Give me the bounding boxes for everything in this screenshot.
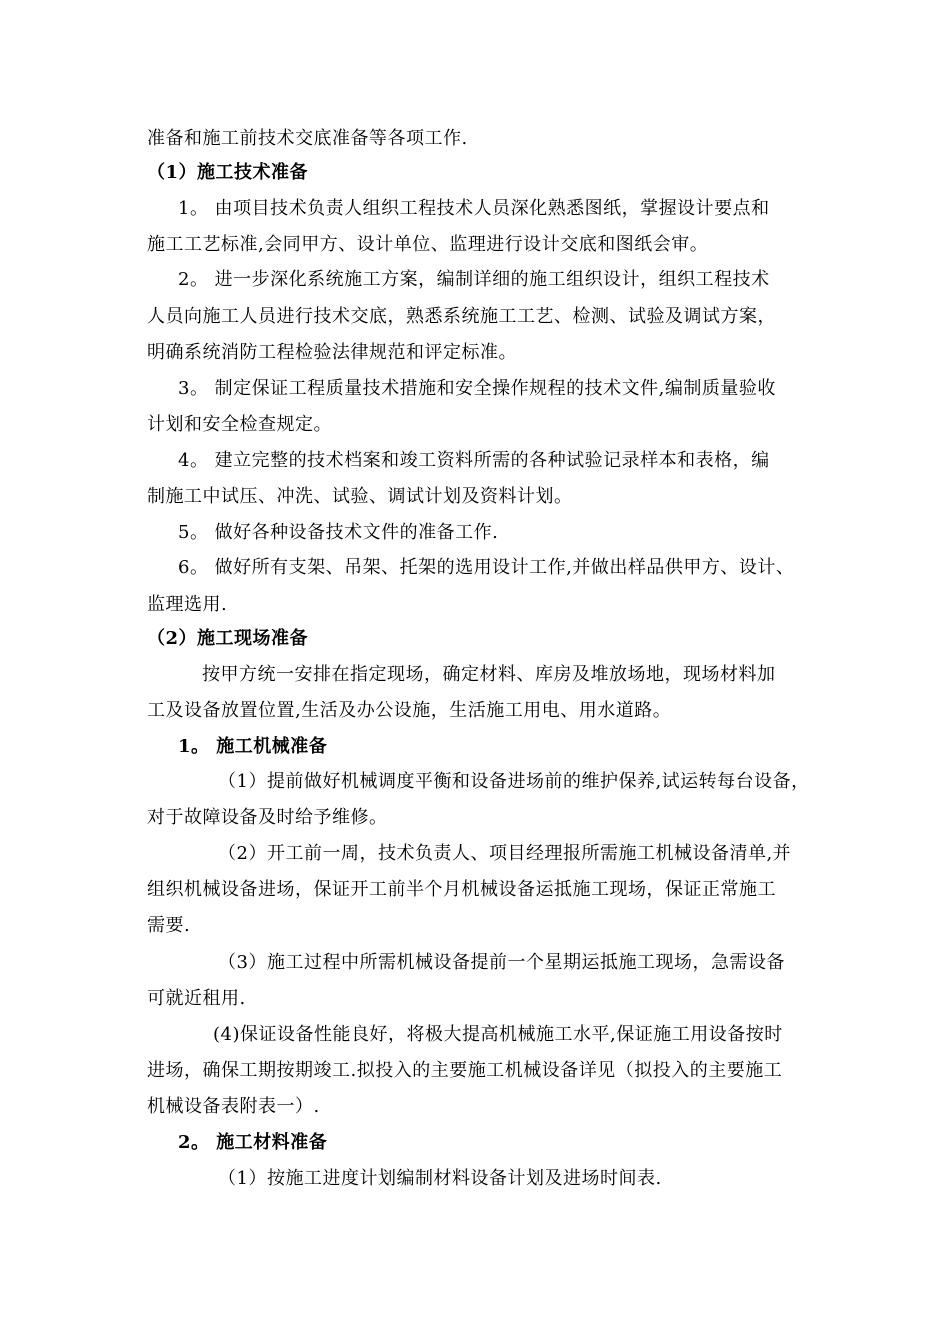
paragraph-line: 监理选用.	[147, 594, 228, 615]
paragraph-line: 6。 做好所有支架、吊架、托架的选用设计工作,并做出样品供甲方、设计、	[178, 557, 795, 578]
section-heading: （2）施工现场准备	[147, 628, 309, 649]
paragraph-line: 机械设备表附表一）.	[147, 1096, 320, 1117]
paragraph-line: 制施工中试压、冲洗、试验、调试计划及资料计划。	[147, 486, 573, 507]
paragraph-line: （2）开工前一周，技术负责人、项目经理报所需施工机械设备清单,并	[218, 843, 792, 864]
paragraph-line: 组织机械设备进场，保证开工前半个月机械设备运抵施工现场，保证正常施工	[147, 879, 776, 900]
subsection-heading: 1。 施工机械准备	[178, 736, 328, 757]
paragraph-line: 3。 制定保证工程质量技术措施和安全操作规程的技术文件,编制质量验收	[178, 378, 776, 399]
subsection-heading: 2。 施工材料准备	[178, 1132, 328, 1153]
paragraph-line: 1。 由项目技术负责人组织工程技术人员深化熟悉图纸，掌握设计要点和	[178, 198, 770, 219]
paragraph-line: 进场，确保工期按期竣工.拟投入的主要施工机械设备详见（拟投入的主要施工	[147, 1060, 783, 1081]
paragraph-line: 4。 建立完整的技术档案和竣工资料所需的各种试验记录样本和表格，编	[178, 450, 770, 471]
paragraph-line: (4)保证设备性能良好，将极大提高机械施工水平,保证施工用设备按时	[213, 1024, 783, 1045]
paragraph-line: 2。 进一步深化系统施工方案，编制详细的施工组织设计，组织工程技术	[178, 269, 770, 290]
paragraph-line: （1）提前做好机械调度平衡和设备进场前的维护保养,试运转每台设备，	[218, 771, 810, 792]
paragraph-line: （1）按施工进度计划编制材料设备计划及进场时间表.	[218, 1168, 662, 1189]
paragraph-line: 按甲方统一安排在指定现场，确定材料、库房及堆放场地，现场材料加	[202, 664, 776, 685]
paragraph-line: 准备和施工前技术交底准备等各项工作.	[147, 128, 468, 149]
paragraph-line: 工及设备放置位置,生活及办公设施，生活施工用电、用水道路。	[147, 700, 672, 721]
paragraph-line: 对于故障设备及时给予维修。	[147, 807, 388, 828]
paragraph-line: 明确系统消防工程检验法律规范和评定标准。	[147, 342, 517, 363]
paragraph-line: 可就近租用.	[147, 988, 246, 1009]
paragraph-line: 需要.	[147, 915, 191, 936]
paragraph-line: 人员向施工人员进行技术交底，熟悉系统施工工艺、检测、试验及调试方案，	[147, 306, 776, 327]
paragraph-line: 施工工艺标准,会同甲方、设计单位、监理进行设计交底和图纸会审。	[147, 234, 709, 255]
section-heading: （1）施工技术准备	[147, 162, 309, 183]
paragraph-line: 5。 做好各种设备技术文件的准备工作.	[178, 522, 499, 543]
paragraph-line: 计划和安全检查规定。	[147, 414, 332, 435]
paragraph-line: （3）施工过程中所需机械设备提前一个星期运抵施工现场，急需设备	[218, 952, 785, 973]
